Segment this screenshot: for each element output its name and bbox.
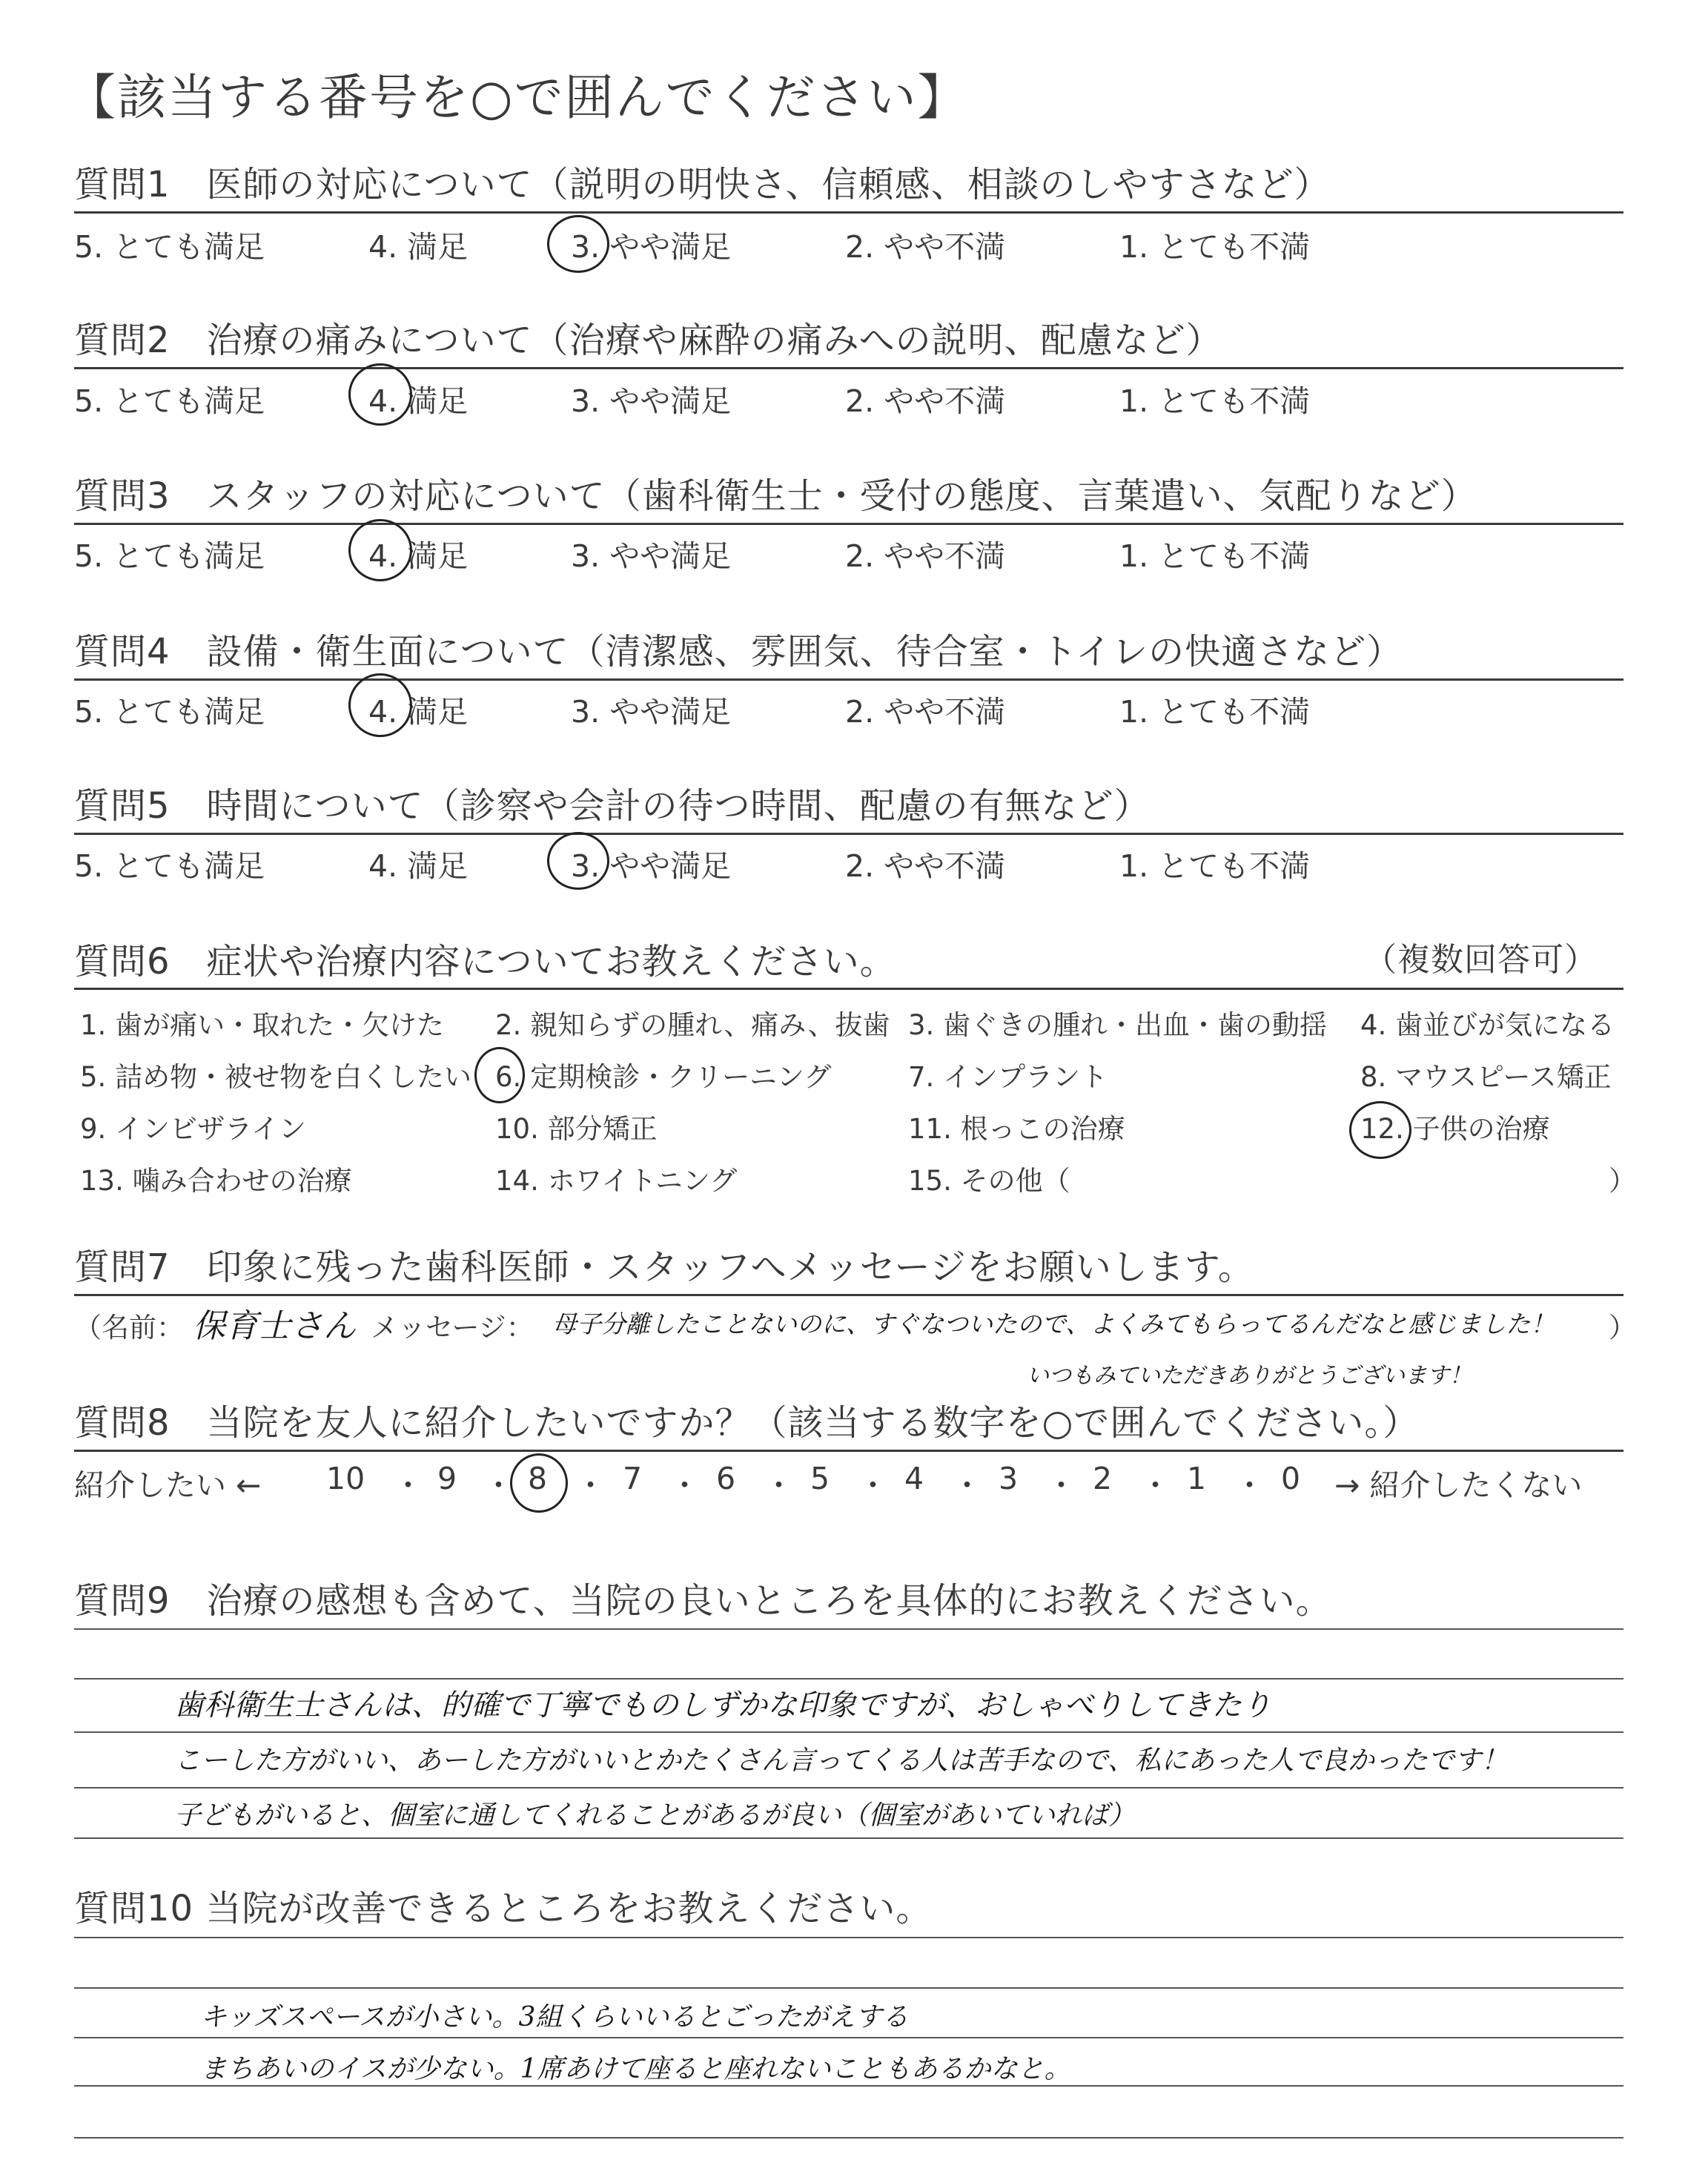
scale-10[interactable]: 10 [326, 1461, 365, 1496]
answer-line [74, 1731, 1623, 1733]
q3-option-3[interactable]: 3. やや満足 [571, 538, 732, 574]
name-label: （名前： [74, 1312, 184, 1344]
answer-line [74, 1937, 1623, 1938]
scale-separator: ・ [1234, 1467, 1265, 1503]
q5-option-2[interactable]: 2. やや不満 [845, 848, 1006, 884]
q4-selected-circle [348, 673, 412, 737]
q9-answer-line2: こーした方がいい、あーした方がいいとかたくさん言ってくる人は苦手なので、私にあった人で良かったです！ [174, 1745, 1508, 1776]
scale-5[interactable]: 5 [810, 1461, 830, 1496]
question-9-title: 質問9 治療の感想も含めて、当院の良いところを具体的にお教えください。 [74, 1580, 1332, 1622]
q4-option-1[interactable]: 1. とても不満 [1119, 694, 1311, 730]
q2-option-2[interactable]: 2. やや不満 [845, 383, 1006, 419]
page-header: 【該当する番号を○で囲んでください】 [67, 69, 968, 126]
divider [74, 988, 1623, 990]
question-3-title: 質問3 スタッフの対応について（歯科衛生士・受付の態度、言葉遣い、気配りなど） [74, 475, 1477, 517]
answer-line [74, 1987, 1623, 1989]
multiple-answer-note: （複数回答可） [1364, 941, 1598, 979]
answer-line [74, 1678, 1623, 1680]
q6-option-14[interactable]: 14. ホワイトニング [495, 1165, 738, 1197]
q10-answer-line1: キッズスペースが小さい。3組くらいいるとごったがえする [200, 2002, 909, 2032]
scale-separator: ・ [858, 1467, 888, 1503]
q2-option-4[interactable]: 4. 満足 [368, 383, 469, 419]
question-7-title: 質問7 印象に残った歯科医師・スタッフへメッセージをお願いします。 [74, 1246, 1254, 1288]
q1-option-1[interactable]: 1. とても不満 [1119, 229, 1311, 265]
scale-separator: ・ [669, 1467, 700, 1503]
divider [74, 833, 1623, 835]
scale-7[interactable]: 7 [623, 1461, 643, 1496]
q5-option-4[interactable]: 4. 満足 [368, 848, 469, 884]
q8-selected-circle [510, 1453, 568, 1513]
recommend-left-label: 紹介したい ← [74, 1467, 262, 1503]
scale-separator: ・ [1140, 1467, 1171, 1503]
q5-option-1[interactable]: 1. とても不満 [1119, 848, 1311, 884]
q4-option-5[interactable]: 5. とても満足 [74, 694, 265, 730]
message-handwritten-line1: 母子分離したことないのに、すぐなついたので、よくみてもらってるんだなと感じました！ [552, 1309, 1555, 1338]
q6-option-15[interactable]: 15. その他（ [908, 1165, 1070, 1197]
q6-option-10[interactable]: 10. 部分矯正 [495, 1113, 658, 1145]
scale-3[interactable]: 3 [999, 1461, 1019, 1496]
scale-8[interactable]: 8 [528, 1461, 548, 1496]
message-label: メッセージ： [371, 1312, 534, 1344]
divider [74, 211, 1623, 214]
q6-option-8[interactable]: 8. マウスピース矯正 [1360, 1061, 1612, 1093]
q3-selected-circle [348, 519, 412, 581]
divider [74, 1294, 1623, 1296]
answer-line [74, 1787, 1623, 1789]
q4-option-2[interactable]: 2. やや不満 [845, 694, 1006, 730]
q1-option-2[interactable]: 2. やや不満 [845, 229, 1006, 265]
q6-other-close-paren: ） [1609, 1165, 1636, 1197]
q6-option-3[interactable]: 3. 歯ぐきの腫れ・出血・歯の動揺 [908, 1009, 1328, 1041]
q10-answer-line2: まちあいのイスが少ない。1席あけて座ると座れないこともあるかなと。 [200, 2054, 1071, 2084]
scale-separator: ・ [1046, 1467, 1076, 1503]
q6-option-11[interactable]: 11. 根っこの治療 [908, 1113, 1125, 1145]
q3-option-5[interactable]: 5. とても満足 [74, 538, 265, 574]
divider [74, 678, 1623, 681]
message-handwritten-line2: いつもみていただきありがとうございます！ [1027, 1363, 1472, 1389]
q1-selected-circle [547, 215, 609, 273]
q4-option-4[interactable]: 4. 満足 [368, 694, 469, 730]
scale-separator: ・ [393, 1467, 423, 1503]
q5-option-3[interactable]: 3. やや満足 [571, 848, 732, 884]
scale-separator: ・ [575, 1467, 606, 1503]
scale-0[interactable]: 0 [1281, 1461, 1301, 1496]
scale-4[interactable]: 4 [904, 1461, 924, 1496]
q6-selected-circle-12 [1349, 1101, 1411, 1159]
scale-2[interactable]: 2 [1093, 1461, 1113, 1496]
scale-1[interactable]: 1 [1187, 1461, 1207, 1496]
q6-option-12[interactable]: 12. 子供の治療 [1360, 1113, 1550, 1145]
q6-option-13[interactable]: 13. 噛み合わせの治療 [80, 1165, 352, 1197]
q3-option-4[interactable]: 4. 満足 [368, 538, 469, 574]
answer-line [74, 1628, 1623, 1630]
question-5-title: 質問5 時間について（診察や会計の待つ時間、配慮の有無など） [74, 785, 1151, 827]
q6-option-7[interactable]: 7. インプラント [908, 1061, 1108, 1093]
q1-option-5[interactable]: 5. とても満足 [74, 229, 265, 265]
q2-selected-circle [348, 363, 412, 426]
q6-option-4[interactable]: 4. 歯並びが気になる [1360, 1009, 1615, 1041]
q9-answer-line3: 子どもがいると、個室に通してくれることがあるが良い（個室があいていれば） [174, 1800, 1136, 1831]
scale-separator: ・ [764, 1467, 794, 1503]
q1-option-3[interactable]: 3. やや満足 [571, 229, 732, 265]
q5-option-5[interactable]: 5. とても満足 [74, 848, 265, 884]
q6-option-2[interactable]: 2. 親知らずの腫れ、痛み、抜歯 [495, 1009, 890, 1041]
answer-line [74, 2137, 1623, 2138]
q6-option-6[interactable]: 6. 定期検診・クリーニング [495, 1061, 832, 1093]
scale-separator: ・ [952, 1467, 982, 1503]
q2-option-1[interactable]: 1. とても不満 [1119, 383, 1311, 419]
question-2-title: 質問2 治療の痛みについて（治療や麻酔の痛みへの説明、配慮など） [74, 320, 1222, 361]
divider [74, 523, 1623, 525]
question-4-title: 質問4 設備・衛生面について（清潔感、雰囲気、待合室・トイレの快適さなど） [74, 631, 1403, 673]
question-10-title: 質問10 当院が改善できるところをお教えください。 [74, 1888, 933, 1929]
q6-option-1[interactable]: 1. 歯が痛い・取れた・欠けた [80, 1009, 445, 1041]
q3-option-1[interactable]: 1. とても不満 [1119, 538, 1311, 574]
q2-option-3[interactable]: 3. やや満足 [571, 383, 732, 419]
divider [74, 367, 1623, 369]
scale-6[interactable]: 6 [716, 1461, 736, 1496]
q3-option-2[interactable]: 2. やや不満 [845, 538, 1006, 574]
divider [74, 1450, 1623, 1452]
q6-selected-circle-6 [474, 1047, 525, 1103]
answer-line [74, 2037, 1623, 2038]
scale-separator: ・ [483, 1467, 514, 1503]
q1-option-4[interactable]: 4. 満足 [368, 229, 469, 265]
message-close-paren: ） [1609, 1312, 1636, 1344]
q6-option-5[interactable]: 5. 詰め物・被せ物を白くしたい [80, 1061, 472, 1093]
q6-option-9[interactable]: 9. インビザライン [80, 1113, 306, 1145]
question-6-title: 質問6 症状や治療内容についてお教えください。 [74, 941, 896, 982]
q5-selected-circle [547, 832, 609, 890]
q2-option-5[interactable]: 5. とても満足 [74, 383, 265, 419]
scale-9[interactable]: 9 [437, 1461, 457, 1496]
question-8-title: 質問8 当院を友人に紹介したいですか？（該当する数字を○で囲んでください。） [74, 1402, 1420, 1444]
q9-answer-line1: 歯科衛生士さんは、的確で丁寧でものしずかな印象ですが、おしゃべりしてきたり [174, 1688, 1271, 1723]
answer-line [74, 1837, 1623, 1839]
recommend-right-label: → 紹介したくない [1334, 1467, 1583, 1503]
staff-name-handwritten: 保育士さん [193, 1307, 356, 1345]
q4-option-3[interactable]: 3. やや満足 [571, 694, 732, 730]
question-1-title: 質問1 医師の対応について（説明の明快さ、信頼感、相談のしやすさなど） [74, 164, 1331, 205]
